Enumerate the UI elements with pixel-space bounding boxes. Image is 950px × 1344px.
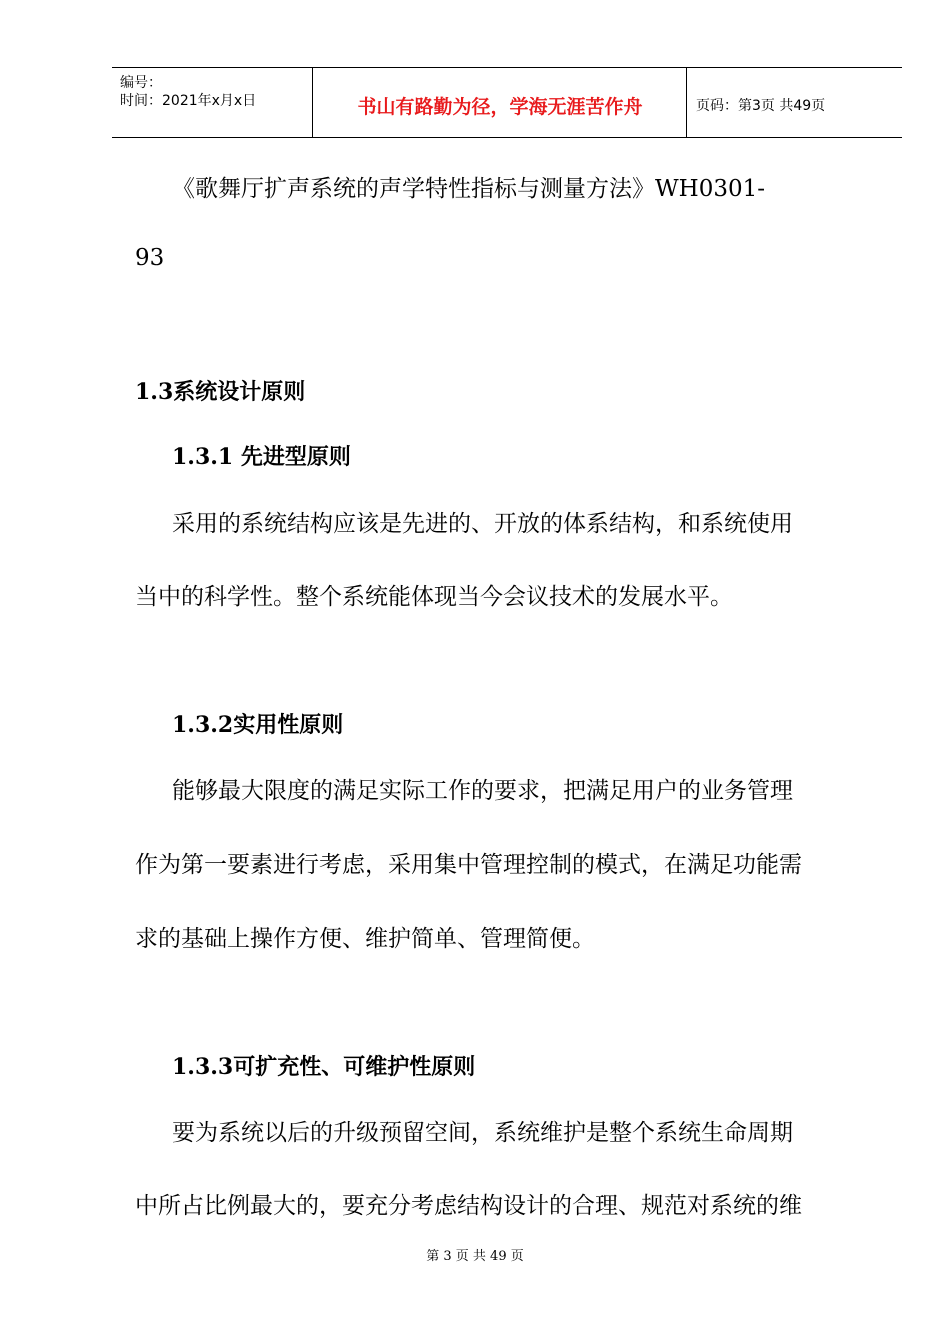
paragraph-line: 采用的系统结构应该是先进的、开放的体系结构，和系统使用 <box>172 511 793 537</box>
section-heading: 1.3系统设计原则 <box>135 379 306 405</box>
paragraph-line: 要为系统以后的升级预留空间，系统维护是整个系统生命周期 <box>172 1120 793 1146</box>
page-footer: 第 3 页 共 49 页 <box>426 1249 524 1264</box>
paragraph-line: 求的基础上操作方便、维护简单、管理简便。 <box>135 926 595 952</box>
subsection-heading: 1.3.3可扩充性、可维护性原则 <box>172 1054 476 1080</box>
paragraph-line: 中所占比例最大的，要充分考虑结构设计的合理、规范对系统的维 <box>135 1193 802 1219</box>
header-time: 时间：2021年x月x日 <box>120 93 257 109</box>
header-page-info: 页码：第3页 共49页 <box>696 97 826 114</box>
subsection-heading: 1.3.1 先进型原则 <box>172 444 351 470</box>
header-motto: 书山有路勤为径，学海无涯苦作舟 <box>357 96 643 118</box>
paragraph-line: 当中的科学性。整个系统能体现当今会议技术的发展水平。 <box>135 584 733 610</box>
subsection-heading: 1.3.2实用性原则 <box>172 712 344 738</box>
reference-line: 93 <box>135 245 165 271</box>
page-header <box>112 67 902 138</box>
paragraph-line: 作为第一要素进行考虑，采用集中管理控制的模式，在满足功能需 <box>135 852 802 878</box>
header-meta <box>120 74 256 110</box>
header-number: 编号： <box>120 75 162 91</box>
paragraph-line: 能够最大限度的满足实际工作的要求，把满足用户的业务管理 <box>172 778 793 804</box>
reference-line: 《歌舞厅扩声系统的声学特性指标与测量方法》WH0301- <box>172 176 766 202</box>
